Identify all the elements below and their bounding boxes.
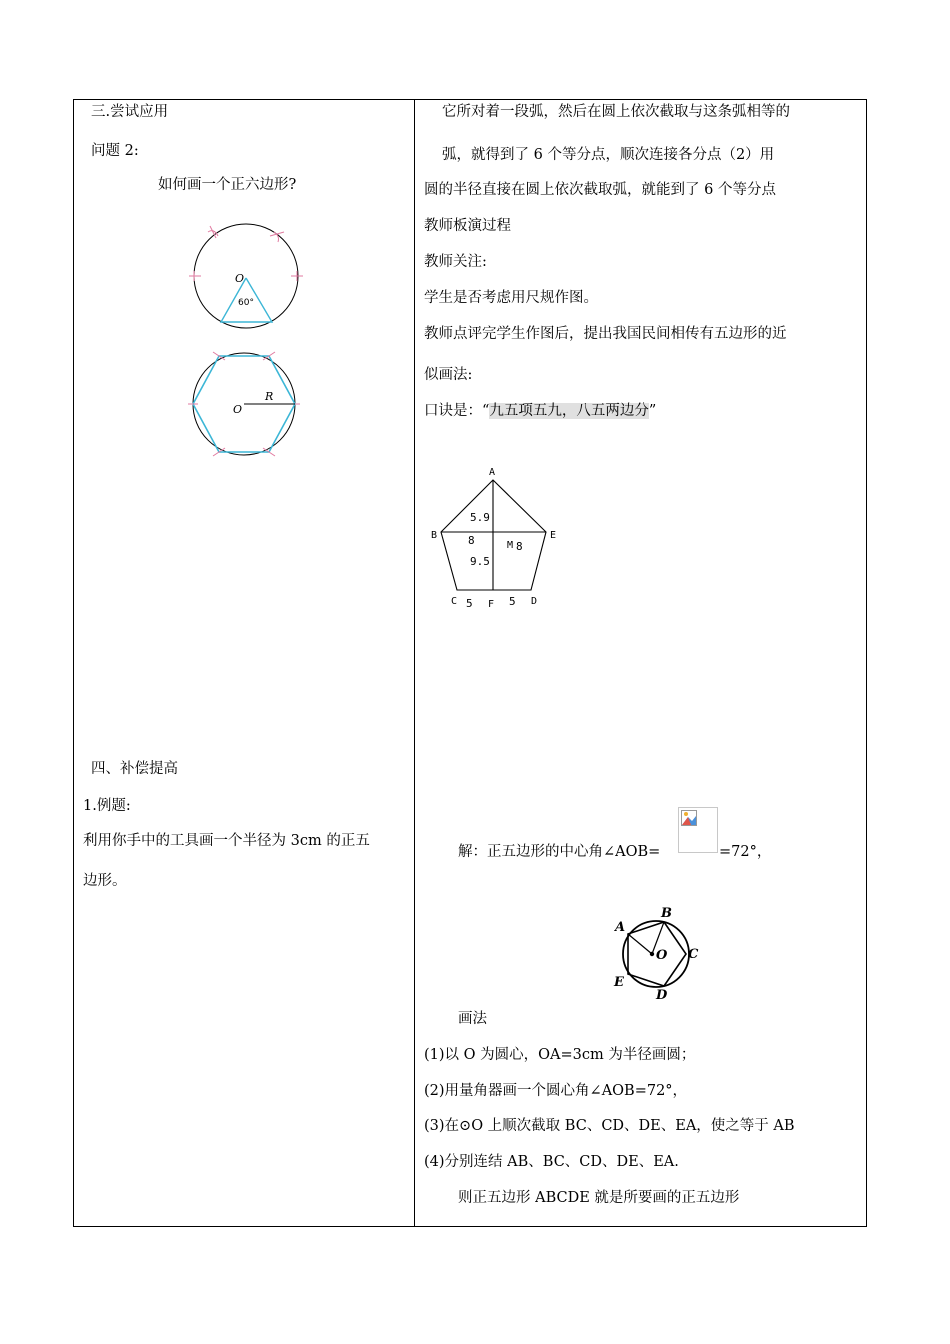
point-a-label: A <box>615 920 626 935</box>
radius-oa <box>628 934 652 954</box>
formula-image-box <box>678 807 718 853</box>
formula-image-placeholder <box>601 805 718 855</box>
right-text-line5: 教师关注: <box>424 254 487 270</box>
measure-8-left: 8 <box>468 534 475 547</box>
center-dot <box>650 952 654 956</box>
solution-prefix: 解：正五边形的中心角∠AOB= <box>458 844 661 860</box>
inscribed-pentagon-figure <box>608 902 704 1002</box>
point-f-label: F <box>488 599 495 610</box>
vertex-b-label: B <box>431 530 438 541</box>
measure-8-right: 8 <box>516 540 523 553</box>
center-label: O <box>233 403 243 416</box>
right-text-line4: 教师板演过程 <box>424 218 511 234</box>
center-o-label: O <box>656 948 668 963</box>
method-step4: (4)分别连结 AB、BC、CD、DE、EA. <box>424 1154 679 1170</box>
hexagon-construction-figure-2 <box>188 348 308 460</box>
hexagon-construction-figure-1 <box>188 218 308 336</box>
measure-5-right: 5 <box>509 595 516 608</box>
method-step3: (3)在⊙O 上顺次截取 BC、CD、DE、EA，使之等于 AB <box>424 1118 795 1134</box>
right-text-line2: 弧，就得到了 6 个等分点，顺次连接各分点（2）用 <box>442 147 775 163</box>
mnemonic-text: 九五项五九，八五两边分 <box>489 403 649 419</box>
point-e-label: E <box>614 975 624 990</box>
point-b-label: B <box>661 906 672 921</box>
column-divider <box>414 100 415 1226</box>
problem2-label: 问题 2: <box>91 143 139 159</box>
problem2-question: 如何画一个正六边形? <box>158 177 297 193</box>
point-m-label: M <box>507 540 514 551</box>
measure-5-left: 5 <box>466 597 473 610</box>
method-conclusion: 则正五边形 ABCDE 就是所要画的正五边形 <box>458 1190 740 1206</box>
solution-suffix: =72°， <box>719 844 772 860</box>
example-text-line1: 利用你手中的工具画一个半径为 3cm 的正五 <box>83 833 370 849</box>
method-step2: (2)用量角器画一个圆心角∠AOB=72°， <box>424 1083 688 1099</box>
right-text-line6: 学生是否考虑用尺规作图。 <box>424 290 598 306</box>
measure-9-5: 9.5 <box>470 555 490 568</box>
center-label: O <box>235 272 245 285</box>
section4-title: 四、补偿提高 <box>91 761 178 777</box>
method-step1: (1)以 O 为圆心，OA=3cm 为半径画圆； <box>424 1047 696 1063</box>
vertex-e-label: E <box>550 530 557 541</box>
measure-5-9: 5.9 <box>470 511 490 524</box>
example-text-line2: 边形。 <box>83 873 127 889</box>
pentagon-approximation-figure <box>426 462 566 614</box>
point-d-label: D <box>656 988 668 1002</box>
arc-marks <box>189 226 303 281</box>
right-text-line8: 似画法: <box>424 367 473 383</box>
point-c-label: C <box>688 947 699 962</box>
right-text-line1: 它所对着一段弧，然后在圆上依次截取与这条弧相等的 <box>442 104 790 120</box>
method-title: 画法 <box>458 1011 487 1027</box>
broken-image-icon <box>681 810 697 826</box>
angle-label: 60° <box>238 298 254 308</box>
vertex-d-label: D <box>531 596 538 607</box>
vertex-c-label: C <box>451 596 458 607</box>
example-label: 1.例题: <box>83 798 131 814</box>
vertex-a-label: A <box>489 467 496 478</box>
mnemonic-prefix: 口诀是：“ <box>424 403 490 419</box>
right-text-line3: 圆的半径直接在圆上依次截取弧，就能到了 6 个等分点 <box>424 182 776 198</box>
mnemonic-line <box>424 402 656 420</box>
radius-label: R <box>265 390 274 403</box>
circle <box>194 224 298 328</box>
mnemonic-suffix: ” <box>648 403 657 419</box>
right-text-line7: 教师点评完学生作图后，提出我国民间相传有五边形的近 <box>424 326 787 342</box>
section3-title: 三.尝试应用 <box>91 104 169 120</box>
